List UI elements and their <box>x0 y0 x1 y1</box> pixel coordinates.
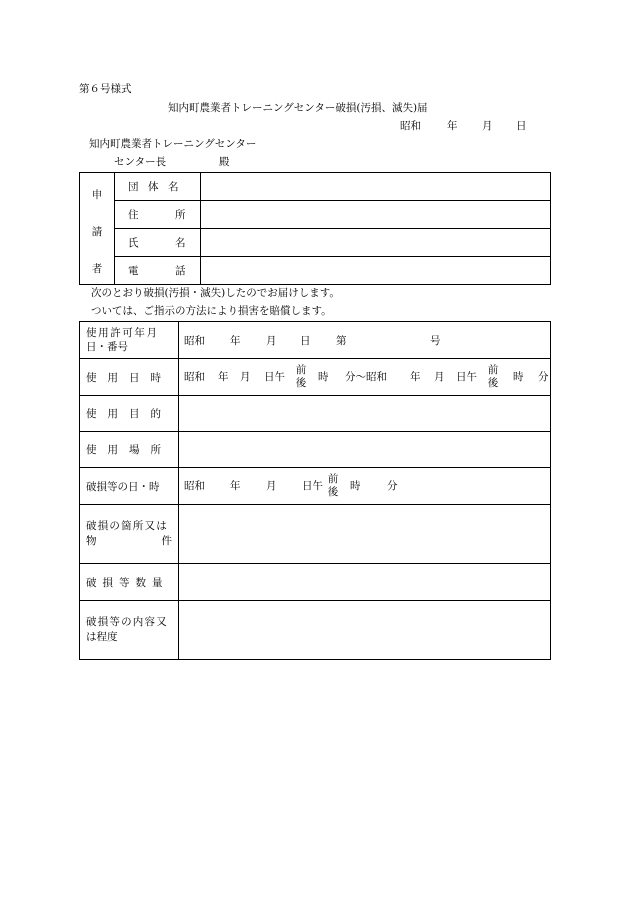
purpose-row <box>80 396 551 432</box>
permit-row <box>80 322 551 359</box>
date-era: 昭和 <box>400 120 421 132</box>
damage-datetime-label: 破損等の日・時 <box>80 468 179 505</box>
damage-report-table <box>79 321 551 660</box>
form-number: 第６号様式 <box>79 83 132 95</box>
usage-datetime-row <box>80 359 551 396</box>
applicant-address-label: 住 所 <box>115 201 201 229</box>
applicant-name-label: 氏 名 <box>115 229 201 257</box>
applicant-label: 申 請 者 <box>80 173 115 285</box>
damage-datetime-field[interactable]: 昭和 年 月 日午前 後 時 分 <box>179 468 551 505</box>
details-row <box>80 601 551 660</box>
addressee-honorific: 殿 <box>219 156 230 168</box>
usage-datetime-field[interactable]: 昭和 年 月 日午前 後 時 分～昭和 年 月 日午前 後 時 分 <box>179 359 551 396</box>
permit-field[interactable]: 昭和 年 月 日 第 号 <box>179 322 551 359</box>
am-pm-selector-3: 前 後 <box>327 472 339 498</box>
applicant-table <box>79 172 551 285</box>
permit-label: 使用許可年月 日・番号 <box>80 322 179 359</box>
damaged-item-row <box>80 505 551 564</box>
statement-line-2: ついては、ご指示の方法により損害を賠償します。 <box>91 305 332 317</box>
damaged-item-field[interactable] <box>179 505 551 564</box>
purpose-label: 使用目的 <box>80 396 179 432</box>
place-field[interactable] <box>179 432 551 468</box>
date-year: 年 <box>447 120 458 132</box>
place-row <box>80 432 551 468</box>
am-pm-selector-2: 前 後 <box>487 363 499 389</box>
statement-line-1: 次のとおり破損(汚損・滅失)したのでお届けします。 <box>91 287 340 299</box>
quantity-label: 破損等数量 <box>80 564 179 601</box>
addressee-org: 知内町農業者トレーニングセンター <box>89 138 257 150</box>
applicant-address-field[interactable] <box>201 201 551 229</box>
applicant-org-label: 団 体 名 <box>115 173 201 201</box>
addressee-title: センター長 <box>114 156 167 168</box>
applicant-name-field[interactable] <box>201 229 551 257</box>
applicant-phone-field[interactable] <box>201 257 551 285</box>
applicant-phone-label: 電 話 <box>115 257 201 285</box>
form-title: 知内町農業者トレーニングセンター破損(汚損、滅失)届 <box>168 102 428 114</box>
date-day: 日 <box>516 120 527 132</box>
quantity-row <box>80 564 551 601</box>
usage-datetime-label: 使用日時 <box>80 359 179 396</box>
place-label: 使用場所 <box>80 432 179 468</box>
damage-datetime-row <box>80 468 551 505</box>
quantity-field[interactable] <box>179 564 551 601</box>
date-month: 月 <box>482 120 493 132</box>
damaged-item-label: 破損の箇所又は 物 件 <box>80 505 179 564</box>
details-field[interactable] <box>179 601 551 660</box>
purpose-field[interactable] <box>179 396 551 432</box>
applicant-org-field[interactable] <box>201 173 551 201</box>
details-label: 破損等の内容又 は程度 <box>80 601 179 660</box>
am-pm-selector-1: 前 後 <box>295 363 307 389</box>
